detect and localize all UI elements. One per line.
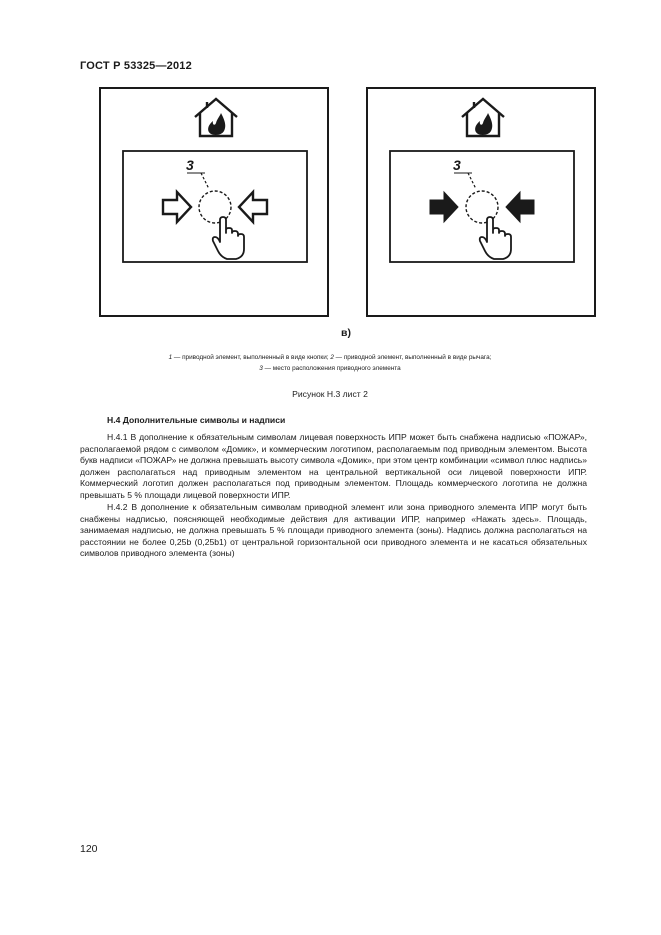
- marker-leader-dash: [468, 173, 476, 189]
- figure-panel-outline-arrows: [99, 87, 329, 317]
- section-heading: Н.4 Дополнительные символы и надписи: [107, 415, 286, 425]
- figure-panel-filled-arrows: [366, 87, 596, 317]
- paragraph-text: Н.4.1 В дополнение к обязательным символам лицевая поверхность ИПР может быть снабжена надписью «ПОЖАР», располагаемой рядом с символом «Домик», и коммерческим логотипом, располагаемым под приводным элементом. Высота букв надписи «ПОЖАР» не должна превышать высоту символа «Домик», при этом центр комбинации «символ плюс надпись» должен располагаться над приводным элементом на центральной вертикальной оси лицевой поверхности ИПР. Коммерческий логотип должен располагаться под приводным элементом. Площадь коммерческого логотипа не должна превышать 5 % площади лицевой поверхности ИПР.: [80, 432, 587, 500]
- figure-caption: Рисунок Н.3 лист 2: [292, 389, 368, 399]
- legend-text: — приводной элемент, выполненный в виде рычага;: [333, 354, 492, 361]
- figure-legend-line-2: [80, 364, 580, 374]
- page-number: 120: [80, 843, 98, 855]
- document-header: ГОСТ Р 53325—2012: [80, 60, 192, 72]
- legend-number: 2: [330, 354, 334, 361]
- marker-label-3: 3: [186, 157, 194, 173]
- marker-leader-dash: [201, 173, 209, 189]
- paragraph-h41: [80, 432, 587, 502]
- arrow-filled-icon: [430, 192, 458, 222]
- arrow-outline-icon: [163, 192, 191, 222]
- figure-variant-label: в): [341, 327, 351, 339]
- arrow-outline-icon: [239, 192, 267, 222]
- legend-text: — приводной элемент, выполненный в виде кнопки;: [172, 354, 331, 361]
- marker-label-3: 3: [453, 157, 461, 173]
- legend-number: 3: [259, 365, 263, 372]
- arrow-filled-icon: [506, 192, 534, 222]
- paragraph-h42: [80, 502, 587, 560]
- house-with-flame-icon: [462, 99, 504, 136]
- figure-legend-line-1: [80, 353, 580, 363]
- house-with-flame-icon: [195, 99, 237, 136]
- paragraph-text: Н.4.2 В дополнение к обязательным символам приводной элемент или зона приводного элемента ИПР могут быть снабжены надписью, поясняющей необходимые действия для активации ИПР, например «Нажать здесь». Площадь, занимаемая надписью, не должна превышать 5 % площади приводного элемента (зоны). Надпись должна располагаться на расстоянии не более 0,25b (0,25b1) от центральной горизонтальной оси приводного элемента и не касаться обязательных символов приводного элемента (зоны): [80, 502, 587, 559]
- legend-text: — место расположения приводного элемента: [262, 365, 401, 372]
- legend-number: 1: [168, 354, 173, 361]
